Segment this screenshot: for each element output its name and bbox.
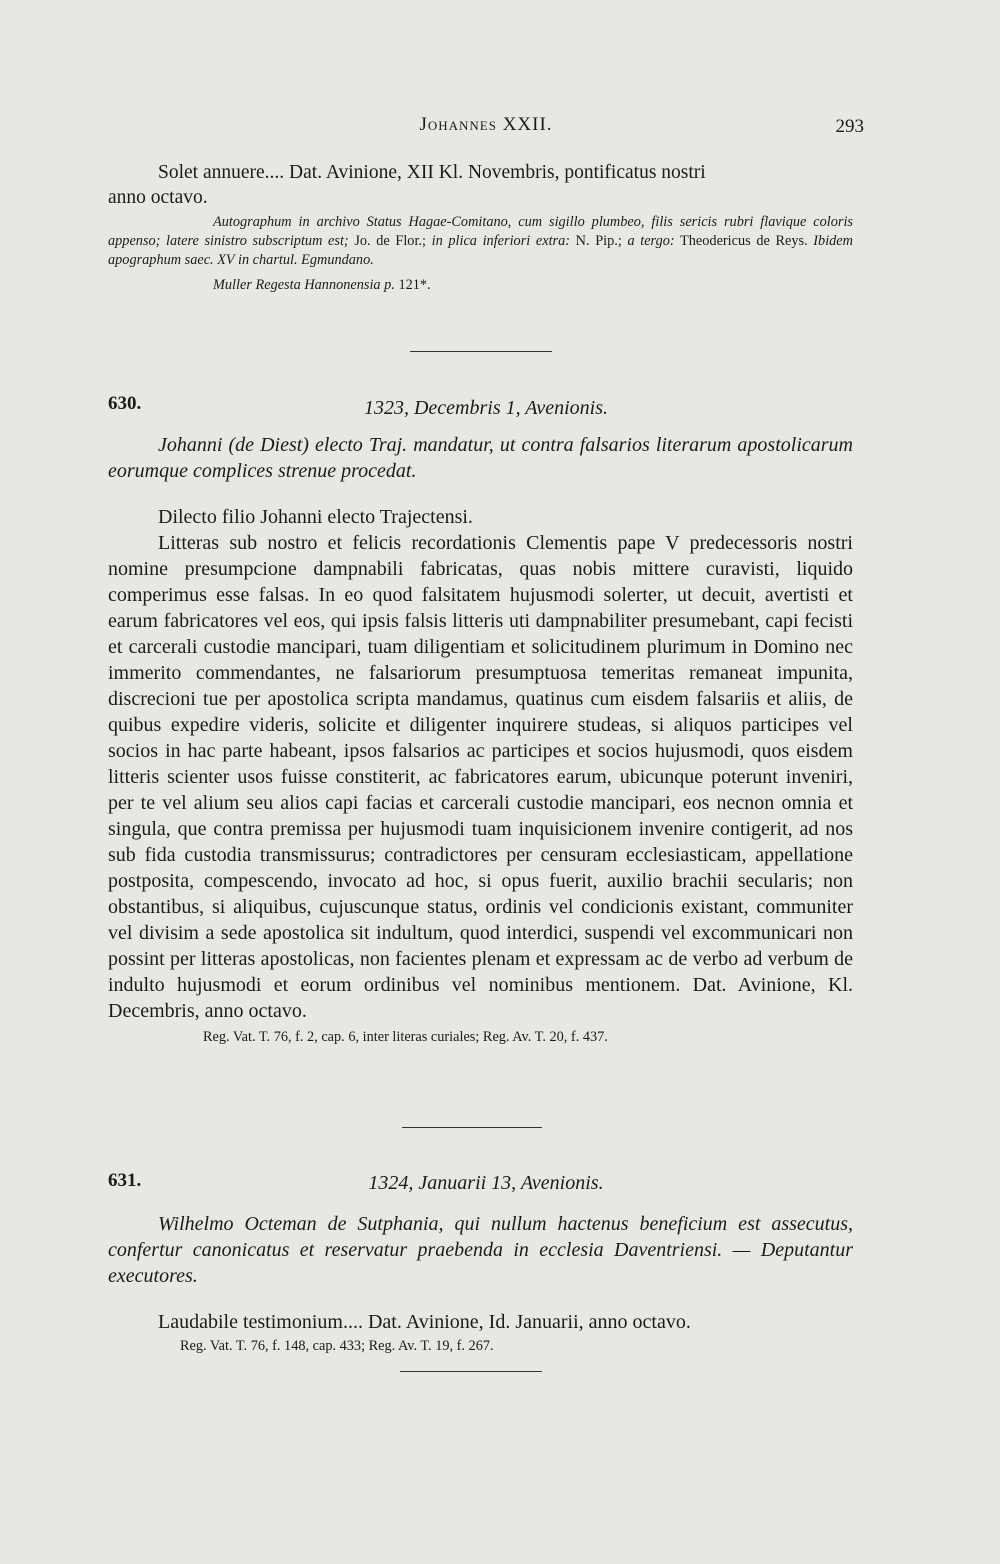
- entry-630-text: [108, 432, 853, 1047]
- entry-date: 1324, Januarii 13, Avenionis.: [368, 1172, 604, 1194]
- incipit-line-continued: anno octavo.: [108, 187, 208, 208]
- page-header: [108, 114, 864, 144]
- page-number: 293: [835, 116, 864, 137]
- section-divider: [402, 1127, 542, 1128]
- entry-date: 1323, Decembris 1, Avenionis.: [363, 397, 609, 419]
- entry-citation: Reg. Vat. T. 76, f. 2, cap. 6, inter literas curiales; Reg. Av. T. 20, f. 437.: [203, 1029, 608, 1045]
- entry-addressee: Dilecto filio Johanni electo Trajectensi.: [158, 506, 473, 528]
- section-divider: [400, 1371, 542, 1372]
- entry-body: Litteras sub nostro et felicis recordationis Clementis pape V predecessoris nostri nomine presumpcione dampnabili fabricatas, quas nobis mittere curavisti, liquido comperimus esse falsas. In eo quod falsitatem hujusmodi solerter, ut decuit, avertisti et earum fabricatores vel eos, qui ipsis falsis litteris uti dampnabiliter presumebant, capi fecisti et carcerali custodie mancipari, tuam diligentiam et solicitudinem plurimum in Domino nec immerito commendantes, ne falsariorum presumptuosa temeritas remaneat impunita, discrecioni tue per apostolica scripta mandamus, quatinus cum eisdem falsariis et aliis, de quibus expedire videris, solicite et diligenter inquirere studeas, si aliquos participes vel socios in hac parte habeant, ipsos falsarios ac participes et socios hujusmodi, quos eisdem litteris scienter usos fuisse constiterit, ac fabricatores earum, ubicunque poterunt inveniri, per te vel alium seu alios capi facias et carcerali custodie mancipari, eos necnon omnia et singula, que contra premissa per hujusmodi tuam inquisicionem invenire contigerit, ad nos sub fida custodia transmissurus; contradictores per censuram ecclesiasticam, appellatione postposita, compescendo, invocato ad hoc, si opus fuerit, auxilio brachii secularis; non obstantibus, si aliquibus, cujuscunque status, ordinis vel condicionis existant, communiter vel divisim a sede apostolica sit indultum, quod interdici, suspendi vel excommunicari non possint per litteras apostolicas, non facientes plenam et expressam ac de verbo ad verbum de indulto hujusmodi et eorum ordinibus vel nominibus mentionem. Dat. Avinione, Kl. Decembris, anno octavo.: [108, 532, 853, 1022]
- archival-note: Autographum in archivo Status Hagae-Comitano, cum sigillo plumbeo, filis sericis rubri flavique coloris appenso; latere sinistro subscriptum est; Jo. de Flor.; in plica inferiori extra: N. Pip.; a tergo: Theodericus de Reys. Ibidem apographum saec. XV in chartul. Egmundano.: [108, 214, 853, 268]
- entry-citation: Reg. Vat. T. 76, f. 148, cap. 433; Reg. Av. T. 19, f. 267.: [180, 1338, 494, 1354]
- entry-summary: Johanni (de Diest) electo Traj. mandatur, ut contra falsarios literarum apostolicarum eorumque complices strenue procedat.: [108, 434, 853, 482]
- incipit-line: Solet annuere.... Dat. Avinione, XII Kl. Novembris, pontificatus nostri: [158, 162, 706, 183]
- entry-summary: Wilhelmo Octeman de Sutphania, qui nullum hactenus beneficium est assecutus, confertur canonicatus et reservatur praebenda in ecclesia Daventriensi. — Deputantur executores.: [108, 1213, 853, 1287]
- section-divider: [410, 351, 552, 352]
- running-title: Johannes XXII.: [419, 114, 553, 135]
- literature-note: Muller Regesta Hannonensia p. 121*.: [213, 277, 431, 293]
- entry-incipit: Laudabile testimonium.... Dat. Avinione, Id. Januarii, anno octavo.: [158, 1311, 691, 1333]
- entry-number: 631.: [108, 1170, 142, 1191]
- entry-number: 630.: [108, 393, 142, 414]
- previous-entry-tail: [108, 160, 853, 295]
- entry-631-text: [108, 1211, 853, 1356]
